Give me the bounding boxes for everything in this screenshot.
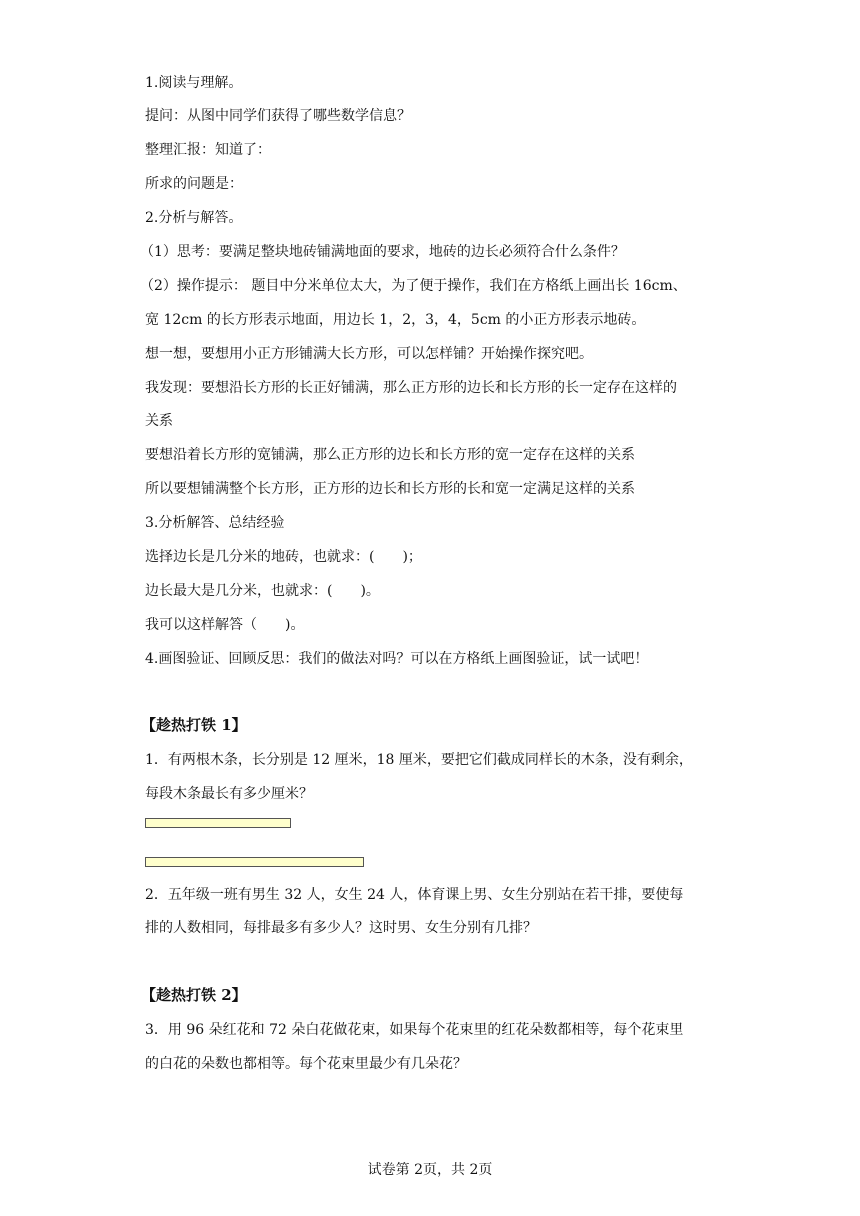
- section1-ask: 提问：从图中同学们获得了哪些数学信息？: [145, 108, 411, 124]
- practice2-q3-line1: 3．用 96 朵红花和 72 朵白花做花束，如果每个花束里的红花朵数都相等，每个花束里: [145, 1022, 684, 1038]
- section2-hint-line1: （2）操作提示： 题目中分米单位太大，为了便于操作，我们在方格纸上画出长 16cm、: [140, 278, 687, 294]
- page-footer: 试卷第 2页，共 2页: [367, 1162, 493, 1178]
- stick-18cm: [145, 857, 364, 867]
- section1-question: 所求的问题是：: [145, 176, 243, 192]
- practice2-q3-line2: 的白花的朵数也都相等。每个花束里最少有几朵花？: [145, 1056, 467, 1072]
- section2-discover-line2: 关系: [145, 413, 173, 429]
- section2-think-more: 想一想，要想用小正方形铺满大长方形，可以怎样铺？开始操作探究吧。: [145, 346, 593, 362]
- section2-think: （1）思考：要满足整块地砖铺满地面的要求，地砖的边长必须符合什么条件？: [140, 244, 625, 260]
- practice2-title: 【趁热打铁 2】: [141, 986, 247, 1004]
- practice1-q2-line1: 2．五年级一班有男生 32 人，女生 24 人，体育课上男、女生分别站在若干排，要使每: [145, 887, 684, 903]
- section2-width-relation: 要想沿着长方形的宽铺满，那么正方形的边长和长方形的宽一定存在这样的关系: [145, 447, 635, 463]
- practice1-q1-line2: 每段木条最长有多少厘米？: [145, 786, 313, 802]
- practice1-q1-line1: 1．有两根木条，长分别是 12 厘米，18 厘米，要把它们截成同样长的木条，没有剩余，: [145, 752, 693, 768]
- stick-12cm: [145, 818, 291, 828]
- section3-solve: 我可以这样解答（ )。: [145, 617, 305, 633]
- section4-heading: 4.画图验证、回顾反思：我们的做法对吗？可以在方格纸上画图验证，试一试吧！: [145, 651, 649, 667]
- section1-heading: 1.阅读与理解。: [145, 75, 243, 91]
- practice1-title: 【趁热打铁 1】: [141, 716, 247, 734]
- section2-hint-line2: 宽 12cm 的长方形表示地面，用边长 1，2，3，4，5cm 的小正方形表示地砖。: [145, 312, 646, 328]
- section2-whole-relation: 所以要想铺满整个长方形，正方形的边长和长方形的长和宽一定满足这样的关系: [145, 481, 635, 497]
- practice1-q2-line2: 排的人数相同，每排最多有多少人？这时男、女生分别有几排？: [145, 920, 537, 936]
- section3-heading: 3.分析解答、总结经验: [145, 515, 285, 531]
- section3-max-side: 边长最大是几分米，也就求：( )。: [145, 583, 380, 599]
- section2-heading: 2.分析与解答。: [145, 210, 243, 226]
- section3-choose: 选择边长是几分米的地砖，也就求：( )；: [145, 549, 422, 565]
- section1-report: 整理汇报：知道了：: [145, 142, 271, 158]
- section2-discover-line1: 我发现：要想沿长方形的长正好铺满，那么正方形的边长和长方形的长一定存在这样的: [145, 380, 677, 396]
